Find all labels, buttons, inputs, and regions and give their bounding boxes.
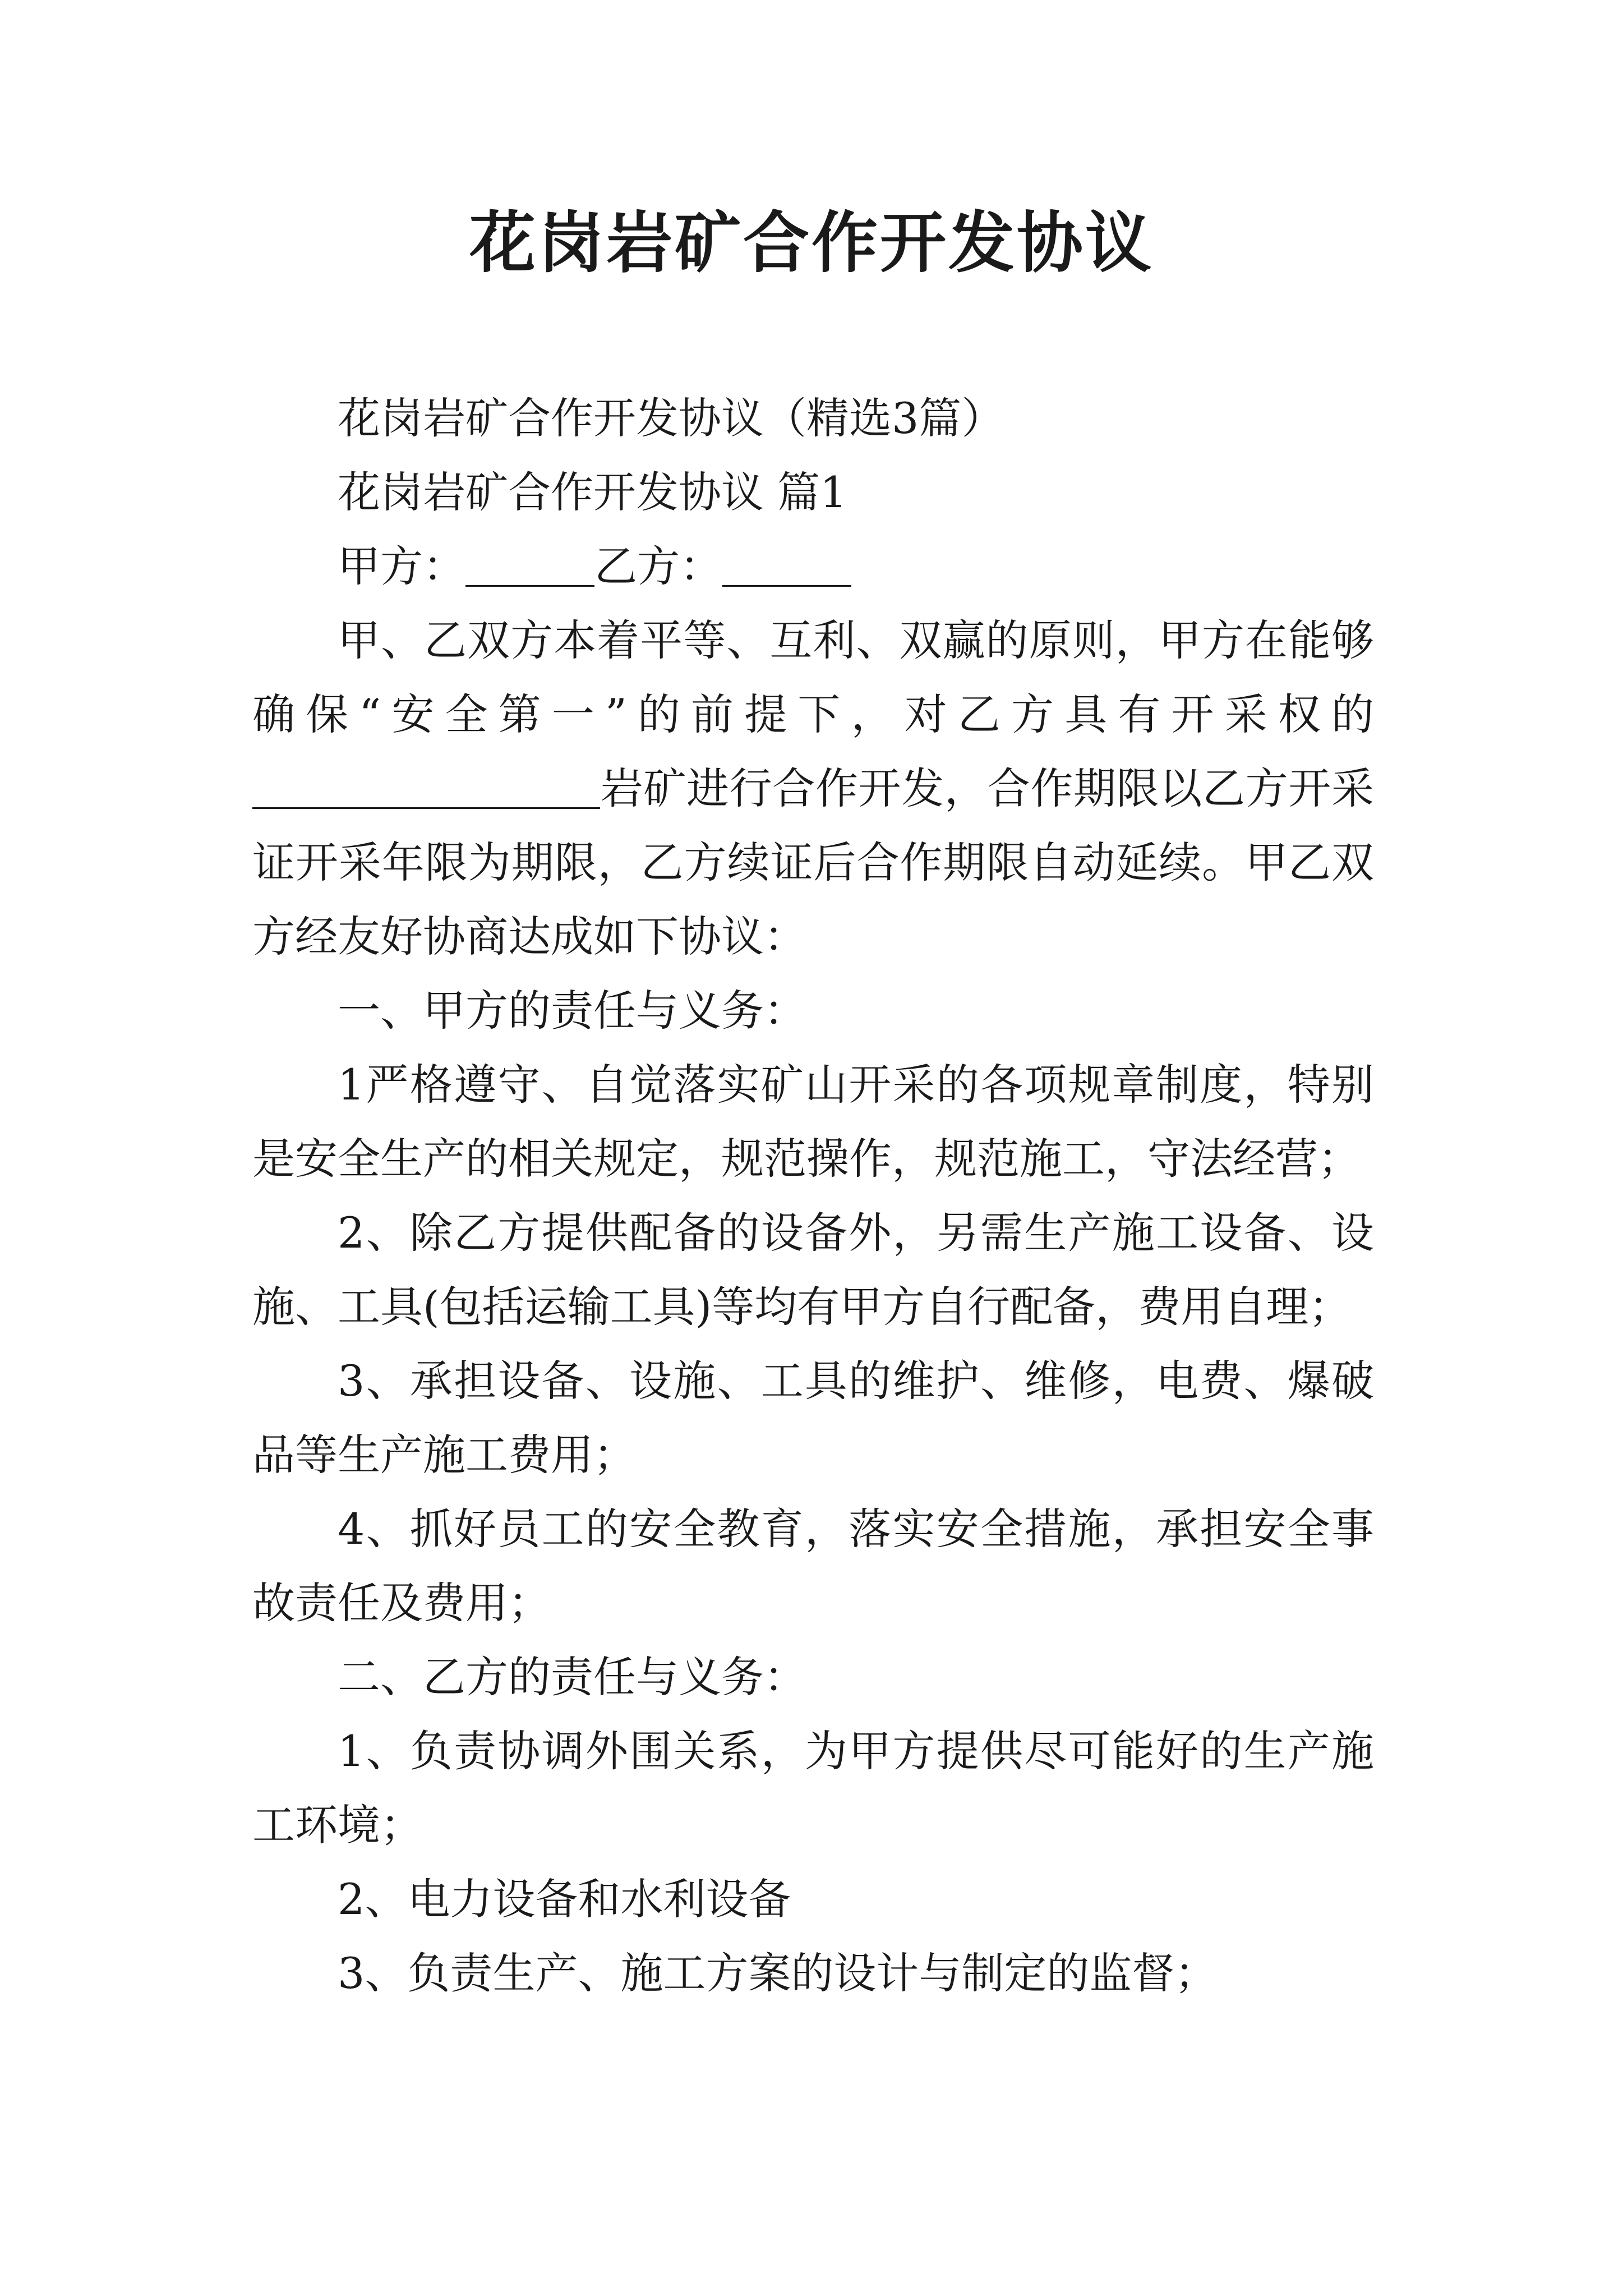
section-a-item: 2、除乙方提供配备的设备外，另需生产施工设备、设施、工具(包括运输工具)等均有甲方自行配备，费用自理； (252, 1208, 1374, 1332)
party-b-label: 乙方： (594, 541, 722, 591)
mine-name-blank (252, 762, 600, 809)
intro-after-blank: 岩矿进行合作开发，合作期限以乙方开采证开采年限为期限，乙方续证后合作期限自动延续。甲乙双方经友好协商达成如下协议： (252, 763, 1374, 961)
section-a-item: 1严格遵守、自觉落实矿山开采的各项规章制度，特别是安全生产的相关规定，规范操作，规范施工，守法经营； (252, 1060, 1374, 1184)
document-title: 花岗岩矿合作开发协议 (469, 204, 1154, 282)
party-a-blank (465, 540, 594, 587)
party-b-blank (722, 540, 851, 587)
section-b-item: 1、负责协调外围关系，为甲方提供尽可能好的生产施工环境； (252, 1726, 1374, 1850)
intro-before-blank: 甲、乙双方本着平等、互利、双赢的原则，甲方在能够确保“安全第一”的前提下，对乙方具有开采权的 (252, 615, 1374, 739)
parties-line (252, 530, 1374, 604)
section-a-item: 4、抓好员工的安全教育，落实安全措施，承担安全事故责任及费用； (252, 1504, 1374, 1628)
party-a-label: 甲方： (338, 541, 465, 591)
part-heading: 花岗岩矿合作开发协议 篇1 (338, 467, 847, 517)
subtitle: 花岗岩矿合作开发协议（精选3篇） (338, 393, 1004, 443)
document-body (252, 381, 1374, 2010)
section-a-item: 3、承担设备、设施、工具的维护、维修，电费、爆破品等生产施工费用； (252, 1356, 1374, 1480)
section-b-item: 3、负责生产、施工方案的设计与制定的监督； (338, 1948, 1218, 1998)
section-a-heading: 一、甲方的责任与义务： (338, 986, 806, 1036)
section-b-heading: 二、乙方的责任与义务： (338, 1652, 806, 1702)
intro-paragraph (252, 604, 1374, 974)
section-b-item: 2、电力设备和水利设备 (338, 1874, 791, 1924)
